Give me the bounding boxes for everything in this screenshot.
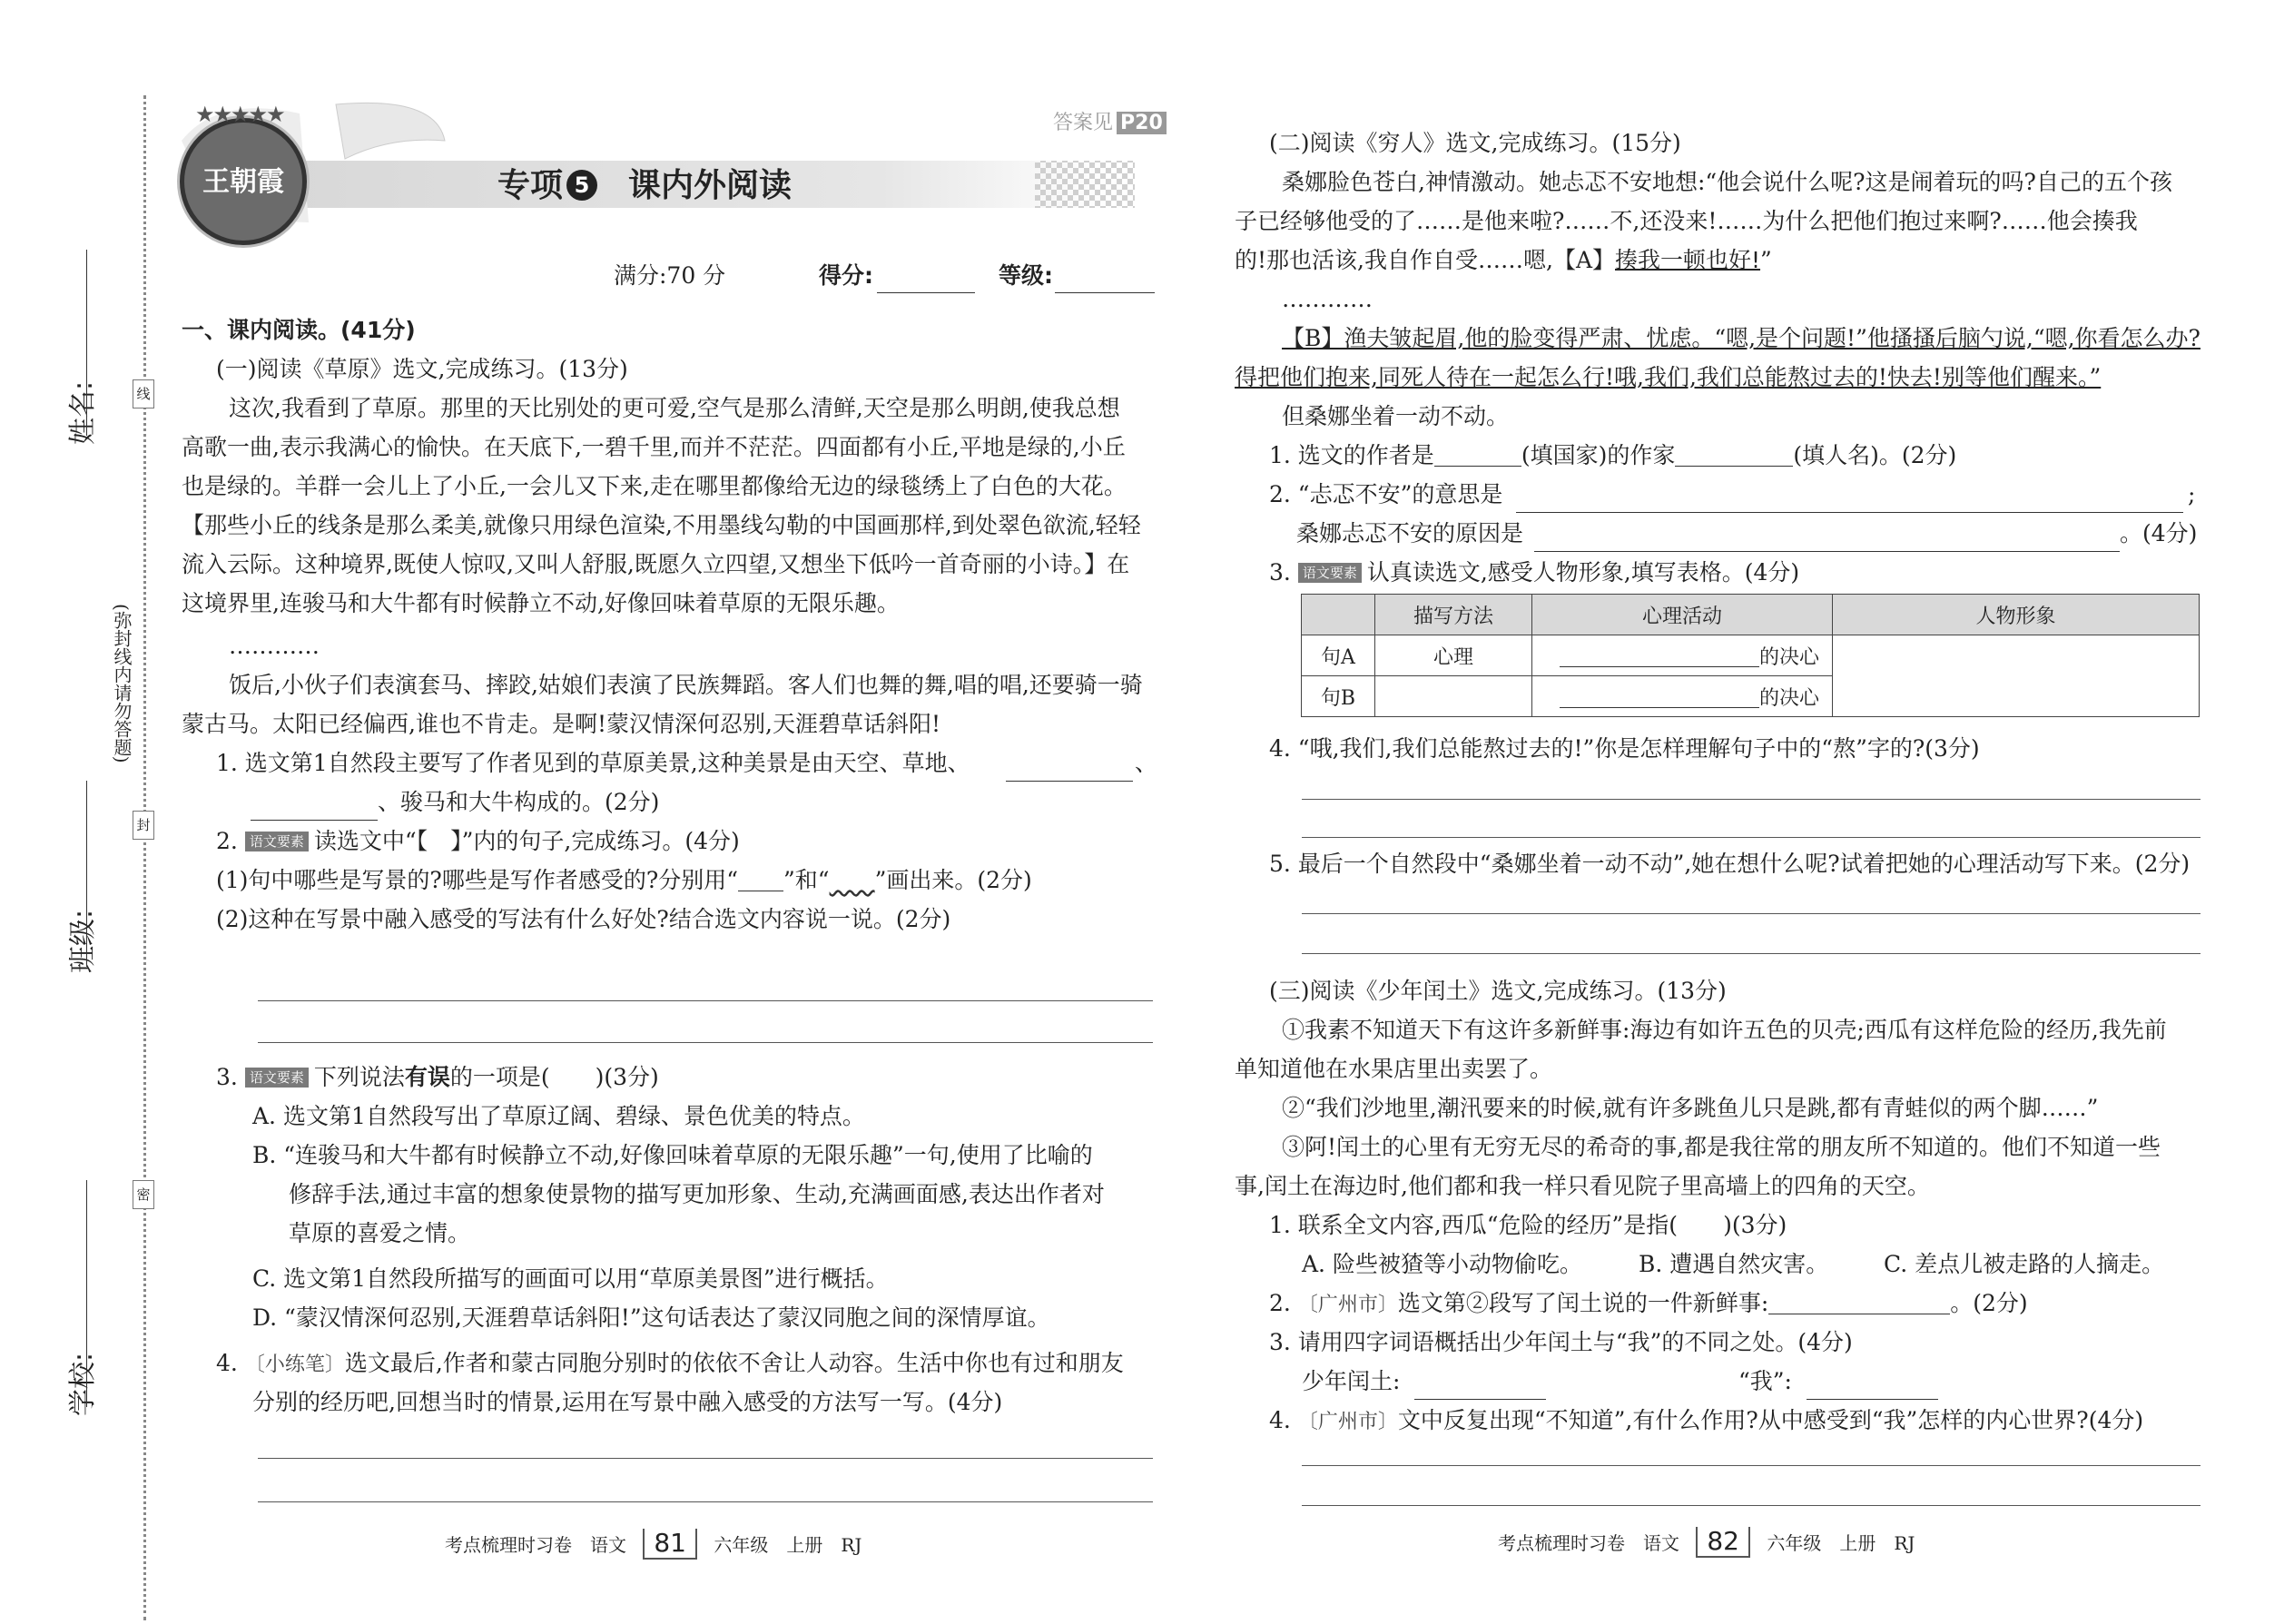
r-question-2-end: 。(4分) <box>2120 520 2198 546</box>
passage-runtu-title: (三)阅读《少年闰土》选文,完成练习。(13分) <box>1269 978 1727 1004</box>
t4-tag: 〔广州市〕 <box>1297 1411 1398 1433</box>
grade-field[interactable] <box>1055 271 1155 293</box>
r-question-2: 2. “忐忑不安”的意思是 <box>1269 481 1503 507</box>
r2-meaning-blank[interactable] <box>1516 490 2183 513</box>
question-1: 1. 选文第1自然段主要写了作者见到的草原美景,这种美景是由天空、草地、 <box>216 750 970 776</box>
q4-answer-line-1[interactable] <box>258 1458 1153 1459</box>
r1-text-a: 1. 选文的作者是 <box>1269 442 1434 468</box>
row-b-method-cell[interactable] <box>1375 676 1532 717</box>
sentence-a-underlined: 揍我一顿也好! <box>1615 247 1761 273</box>
t2-blank[interactable] <box>1768 1292 1950 1314</box>
q3-text-emph: 有误 <box>404 1064 450 1090</box>
passage-1-line-2: 高歌一曲,表示我满心的愉快。在天底下,一碧千里,而并不茫茫。四面都有小丘,平地是绿的,小丘 <box>182 434 1126 460</box>
t2-text: 选文第②段写了闰土说的一件新鲜事: <box>1397 1290 1769 1316</box>
t-question-3: 3. 请用四字词语概括出少年闰土与“我”的不同之处。(4分) <box>1269 1329 1853 1355</box>
passage-1-line-5: 流入云际。这种境界,既使人惊叹,又叫人舒服,既愿久立四望,又想坐下低吟一首奇丽的小诗。】在 <box>182 551 1130 577</box>
q2-1-straight-line-sample <box>738 872 783 891</box>
question-2: 2. 语文要素 读选文中“【 】”内的句子,完成练习。(4分) <box>216 828 740 854</box>
row-a-label: 句A <box>1302 635 1375 676</box>
q2-answer-line-1[interactable] <box>258 1000 1153 1001</box>
q3-option-a[interactable]: A. 选文第1自然段写出了草原辽阔、碧绿、景色优美的特点。 <box>252 1103 865 1129</box>
q3-option-b-1[interactable]: B. “连骏马和大牛都有时候静立不动,好像回味着草原的无限乐趣”一句,使用了比喻的 <box>252 1142 1093 1168</box>
t3-me-label: “我”: <box>1738 1368 1792 1394</box>
question-4: 4. 〔小练笔〕选文最后,作者和蒙古同胞分别时的依依不舍让人动容。生活中你也有过和朋友 <box>216 1350 1124 1376</box>
passage-3-line-3 <box>1235 241 1772 280</box>
page-number-81: 81 <box>643 1529 697 1560</box>
character-table <box>1301 594 2200 717</box>
table-header-image: 人物形象 <box>1833 595 2200 635</box>
q2-answer-line-2[interactable] <box>258 1042 1153 1043</box>
q2-1-text-c: ”画出来。(2分) <box>874 867 1032 893</box>
row-a-method: 心理 <box>1375 635 1532 676</box>
right-footer-text: 考点梳理时习卷 语文 <box>1498 1532 1679 1554</box>
r4-answer-line-1[interactable] <box>1302 799 2200 800</box>
passage-3-close-quote: ” <box>1760 247 1772 273</box>
passage-1-line-4: 【那些小丘的线条是那么柔美,就像只用绿色渲染,不用墨线勾勒的中国画那样,到处翠色欲流,轻轻 <box>182 512 1141 538</box>
r1-text-b: (填国家)的作家 <box>1521 442 1676 468</box>
page-number-82: 82 <box>1696 1527 1750 1558</box>
question-4-line-2: 分别的经历吧,回想当时的情景,运用在写景中融入感受的方法写一写。(4分) <box>252 1389 1003 1415</box>
dotted-seal-line <box>143 95 146 1620</box>
runtu-para-1a: ①我素不知道天下有这许多新鲜事:海边有如许五色的贝壳;西瓜有这样危险的经历,我先前 <box>1282 1017 2167 1043</box>
r3-text: 认真读选文,感受人物形象,填写表格。(4分) <box>1366 559 1800 586</box>
passage-1-line-3: 也是绿的。羊群一会儿上了小丘,一会儿又下来,走在哪里都像给无边的绿毯绣上了白色的大花。 <box>182 473 1127 499</box>
r3-element-tag: 语文要素 <box>1298 563 1362 583</box>
right-footer-grade: 六年级 上册 RJ <box>1767 1532 1915 1554</box>
r4-answer-line-2[interactable] <box>1302 837 2200 838</box>
r1-text-c: (填人名)。(2分) <box>1793 442 1957 468</box>
t2-end: 。(2分) <box>1950 1290 2028 1316</box>
table-row <box>1302 635 2200 676</box>
row-b-label: 句B <box>1302 676 1375 717</box>
t1-option-a[interactable]: A. 险些被猹等小动物偷吃。 <box>1302 1251 1582 1277</box>
r1-country-blank[interactable] <box>1434 444 1521 467</box>
q1-blank-1[interactable] <box>1006 759 1133 782</box>
r-question-4: 4. “哦,我们,我们总能熬过去的!”你是怎样理解句子中的“熬”字的?(3分) <box>1269 735 1980 762</box>
t-question-1: 1. 联系全文内容,西瓜“危险的经历”是指( )(3分) <box>1269 1212 1787 1238</box>
answer-ref-text: 答案见 <box>1053 112 1114 134</box>
passage-3-line-2: 子已经够他受的了……是他来啦?……不,还没来!……为什么把他们抱过来啊?……他会揍我 <box>1235 208 2138 234</box>
score-label: 得分: <box>819 262 873 289</box>
passage-1-line-6: 这境界里,连骏马和大牛都有时候静立不动,好像回味着草原的无限乐趣。 <box>182 590 900 616</box>
r1-author-blank[interactable] <box>1675 444 1793 467</box>
passage-1-ellipsis: ………… <box>229 633 320 659</box>
class-label: 班级: <box>67 909 99 973</box>
t4-answer-line-2[interactable] <box>1302 1505 2200 1506</box>
left-footer <box>445 1527 861 1563</box>
row-a-suffix: 的决心 <box>1758 645 1819 669</box>
answer-ref <box>1053 107 1167 135</box>
page-title: 课内外阅读 <box>628 167 793 204</box>
q3-option-b-3: 草原的喜爱之情。 <box>289 1220 471 1246</box>
passage-3-last: 但桑娜坐着一动不动。 <box>1282 403 1510 429</box>
q4-tag: 〔小练笔〕 <box>244 1353 345 1376</box>
school-label: 学校: <box>67 1352 99 1416</box>
q3-option-c[interactable]: C. 选文第1自然段所描写的画面可以用“草原美景图”进行概括。 <box>252 1265 889 1292</box>
q3-element-tag: 语文要素 <box>245 1068 309 1088</box>
runtu-para-3b: 事,闰土在海边时,他们都和我一样只看见院子里高墙上的四角的天空。 <box>1235 1173 1930 1199</box>
q3-option-b-2: 修辞手法,通过丰富的想象使景物的描写更加形象、生动,充满画面感,表达出作者对 <box>289 1181 1105 1207</box>
runtu-para-2: ②“我们沙地里,潮汛要来的时候,就有许多跳鱼儿只是跳,都有青蛙似的两个脚……” <box>1282 1095 2099 1121</box>
special-title <box>497 163 792 209</box>
grade-label: 等级: <box>999 262 1053 289</box>
t3-runtu-label: 少年闰土: <box>1302 1368 1401 1394</box>
class-field[interactable] <box>86 781 87 967</box>
q2-1-text-b: ”和“ <box>783 867 830 893</box>
r2-reason-blank[interactable] <box>1534 529 2120 552</box>
question-2-2: (2)这种在写景中融入感受的写法有什么好处?结合选文内容说一说。(2分) <box>216 906 951 932</box>
table-header-row <box>1302 595 2200 635</box>
t4-text: 文中反复出现“不知道”,有什么作用?从中感受到“我”怎样的内心世界?(4分) <box>1397 1407 2144 1433</box>
table-header-psych: 心理活动 <box>1532 595 1833 635</box>
t1-option-b[interactable]: B. 遭遇自然灾害。 <box>1639 1251 1829 1277</box>
t2-tag: 〔广州市〕 <box>1297 1294 1398 1316</box>
brand-logo-badge <box>180 118 307 245</box>
score-field[interactable] <box>877 271 975 293</box>
q1-comma: 、 <box>1135 750 1158 776</box>
passage-1-title: (一)阅读《草原》选文,完成练习。(13分) <box>216 356 628 382</box>
r2-semicolon: ; <box>2188 481 2196 507</box>
sentence-b-line-2: 得把他们抱来,同死人待在一起怎么行!哦,我们,我们总能熬过去的!快去!别等他们醒来。” <box>1235 364 2102 390</box>
seal-mark-secret: 密 <box>133 1180 154 1209</box>
row-a-psych-blank[interactable] <box>1560 645 1759 667</box>
row-b-psych-blank[interactable] <box>1560 685 1759 708</box>
passage-qiongren-title: (二)阅读《穷人》选文,完成练习。(15分) <box>1269 130 1681 156</box>
r5-answer-line-1[interactable] <box>1302 913 2200 914</box>
row-a-psych-cell[interactable] <box>1532 635 1833 676</box>
r-question-1 <box>1269 436 1956 475</box>
answer-page-badge: P20 <box>1117 112 1167 134</box>
r-question-2-reason: 桑娜忐忑不安的原因是 <box>1296 520 1524 546</box>
q4-answer-line-2[interactable] <box>258 1501 1153 1502</box>
section-1-heading: 一、课内阅读。(41分) <box>182 317 416 343</box>
passage-3-ellipsis: ………… <box>1282 286 1373 312</box>
runtu-para-1b: 单知道他在水果店里出卖罢了。 <box>1235 1056 1553 1082</box>
r-question-5: 5. 最后一个自然段中“桑娜坐着一动不动”,她在想什么呢?试着把她的心理活动写下来。(2分) <box>1269 851 2191 877</box>
passage-2-line-1: 饭后,小伙子们表演套马、摔跤,姑娘们表演了民族舞蹈。客人们也舞的舞,唱的唱,还要骑一骑 <box>229 672 1143 698</box>
left-footer-text: 考点梳理时习卷 语文 <box>445 1534 626 1556</box>
t4-answer-line-1[interactable] <box>1302 1465 2200 1466</box>
t1-option-c[interactable]: C. 差点儿被走路的人摘走。 <box>1884 1251 2165 1277</box>
passage-3-line-3-text: 的!那也活该,我自作自受……嗯,【A】 <box>1235 247 1615 273</box>
row-b-psych-cell[interactable] <box>1532 676 1833 717</box>
header-banner <box>163 86 1162 231</box>
table-header-blank <box>1302 595 1375 635</box>
image-cell[interactable] <box>1833 635 2200 717</box>
question-2-1 <box>216 861 1032 900</box>
seal-mark-line: 线 <box>133 379 154 408</box>
passage-2-line-2: 蒙古马。太阳已经偏西,谁也不肯走。是啊!蒙汉情深何忍别,天涯碧草话斜阳! <box>182 711 940 737</box>
full-score: 满分:70 分 <box>614 262 726 289</box>
t-question-2: 2. 〔广州市〕选文第②段写了闰土说的一件新鲜事: 。(2分) <box>1269 1290 2028 1316</box>
q2-1-wavy-line-sample <box>830 867 875 893</box>
q3-text-a: 下列说法 <box>313 1064 405 1090</box>
q2-element-tag: 语文要素 <box>245 832 309 851</box>
star-row: ★★★★★ <box>195 102 284 127</box>
title-prefix: 专项 <box>497 167 564 204</box>
seal-note: (弥封线内请勿答题) <box>111 604 133 763</box>
passage-1-line-1: 这次,我看到了草原。那里的天比别处的更可爱,空气是那么清鲜,天空是那么明朗,使我总想 <box>229 395 1120 421</box>
q1-blank-2[interactable] <box>251 798 378 821</box>
runtu-para-3a: ③阿!闰土的心里有无穷无尽的希奇的事,都是我往常的朋友所不知道的。他们不知道一些 <box>1282 1134 2161 1160</box>
score-row <box>614 256 725 295</box>
seal-mark-seal: 封 <box>133 811 154 840</box>
t3-me-blank[interactable] <box>1807 1377 1938 1400</box>
r5-answer-line-2[interactable] <box>1302 953 2200 954</box>
q2-1-text-a: (1)句中哪些是写景的?哪些是写作者感受的?分别用“ <box>216 867 739 893</box>
passage-3-line-1: 桑娜脸色苍白,神情激动。她忐忑不安地想:“他会说什么呢?这是闹着玩的吗?自己的五个孩 <box>1282 169 2172 195</box>
school-field[interactable] <box>86 1180 87 1407</box>
sentence-b-line-1: 【B】渔夫皱起眉,他的脸变得严肃、忧虑。“嗯,是个问题!”他搔搔后脑勺说,“嗯,你看怎么办? <box>1282 325 2200 351</box>
name-field[interactable] <box>86 250 87 436</box>
table-header-method: 描写方法 <box>1375 595 1532 635</box>
t3-runtu-blank[interactable] <box>1414 1377 1546 1400</box>
left-footer-grade: 六年级 上册 RJ <box>714 1534 862 1556</box>
right-footer <box>1498 1525 1915 1561</box>
q2-text: 读选文中“【 】”内的句子,完成练习。(4分) <box>313 828 740 854</box>
q3-text-c: 的一项是( )(3分) <box>449 1064 659 1090</box>
name-label: 姓名: <box>67 380 99 445</box>
q3-option-d[interactable]: D. “蒙汉情深何忍别,天涯碧草话斜阳!”这句话表达了蒙汉同胞之间的深情厚谊。 <box>252 1304 1050 1331</box>
row-b-suffix: 的决心 <box>1758 686 1819 710</box>
t-question-4: 4. 〔广州市〕文中反复出现“不知道”,有什么作用?从中感受到“我”怎样的内心世界?(4分) <box>1269 1407 2144 1433</box>
question-1-end: 、骏马和大牛构成的。(2分) <box>378 789 660 815</box>
r-question-3: 3. 语文要素 认真读选文,感受人物形象,填写表格。(4分) <box>1269 559 1800 586</box>
question-3: 3. 语文要素 下列说法有误的一项是( )(3分) <box>216 1064 659 1090</box>
special-num-badge: 5 <box>566 170 597 201</box>
q4-text-a: 选文最后,作者和蒙古同胞分别时的依依不舍让人动容。生活中你也有过和朋友 <box>344 1350 1124 1376</box>
logo-text: 王朝霞 <box>202 166 284 198</box>
